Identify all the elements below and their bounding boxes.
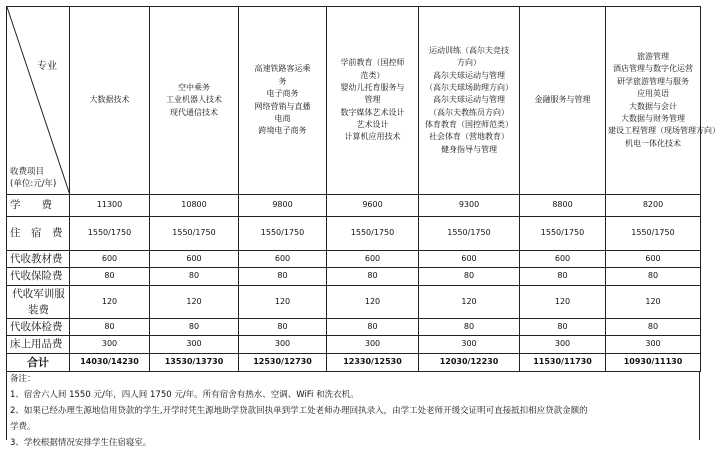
total-cell: 12330/12530: [327, 353, 419, 371]
fee-row: [7, 319, 701, 336]
total-row: [7, 353, 701, 371]
fee-row-label: 代收保险费: [7, 268, 70, 285]
fee-cell: 120: [327, 285, 419, 319]
fee-cell: 1550/1750: [70, 217, 150, 251]
fee-cell: 120: [150, 285, 239, 319]
fee-cell: 1550/1750: [327, 217, 419, 251]
fee-item-header-label: 收费项目 (单位:元/年): [10, 167, 57, 189]
major-column-header: 大数据技术: [70, 7, 150, 195]
fee-cell: 80: [327, 319, 419, 336]
fee-cell: 80: [419, 319, 520, 336]
fee-row-label: 代收军训服 装费: [7, 285, 70, 319]
fee-cell: 600: [419, 251, 520, 268]
fee-row-label: 学 费: [7, 195, 70, 217]
total-cell: 13530/13730: [150, 353, 239, 371]
fee-cell: 1550/1750: [239, 217, 327, 251]
fee-cell: 600: [606, 251, 701, 268]
fee-cell: 300: [520, 336, 606, 353]
fee-cell: 120: [606, 285, 701, 319]
fee-cell: 300: [606, 336, 701, 353]
total-cell: 12030/12230: [419, 353, 520, 371]
fee-row: [7, 336, 701, 353]
notes-section: [6, 371, 700, 448]
total-cell: 10930/11130: [606, 353, 701, 371]
fee-cell: 120: [239, 285, 327, 319]
fee-cell: 600: [239, 251, 327, 268]
total-cell: 12530/12730: [239, 353, 327, 371]
fee-cell: 80: [150, 268, 239, 285]
total-row-label: 合计: [7, 353, 70, 371]
fee-cell: 11300: [70, 195, 150, 217]
fee-cell: 600: [70, 251, 150, 268]
fee-cell: 120: [520, 285, 606, 319]
fee-row: [7, 285, 701, 319]
major-column-header: 旅游管理 酒店管理与数字化运营 研学旅游管理与服务 应用英语 大数据与会计 大数据与财务管理 建设工程管理（现场管理方向） 机电一体化技术: [606, 7, 701, 195]
fee-table: [6, 6, 720, 372]
major-column-header: 空中乘务 工业机器人技术 现代通信技术: [150, 7, 239, 195]
fee-cell: 80: [70, 319, 150, 336]
fee-cell: 300: [150, 336, 239, 353]
fee-cell: 120: [70, 285, 150, 319]
fee-cell: 600: [150, 251, 239, 268]
fee-cell: 80: [239, 319, 327, 336]
fee-row: [7, 268, 701, 285]
header-row: [7, 7, 701, 195]
total-cell: 14030/14230: [70, 353, 150, 371]
fee-cell: 9300: [419, 195, 520, 217]
fee-cell: 8200: [606, 195, 701, 217]
fee-cell: 300: [70, 336, 150, 353]
fee-cell: 80: [327, 268, 419, 285]
note-item: 2、如果已经办理生源地信用贷款的学生,开学时凭生源地助学贷款回执单到学工处老师办理回执录入，由学工处老师开缓交证明可直接抵扣相应贷款金额的: [10, 406, 588, 416]
fee-row-label: 床上用品费: [7, 336, 70, 353]
major-header-label: 专业: [37, 61, 57, 72]
fee-cell: 8800: [520, 195, 606, 217]
fee-row: [7, 251, 701, 268]
fee-cell: 80: [606, 319, 701, 336]
fee-cell: 80: [520, 268, 606, 285]
fee-cell: 1550/1750: [150, 217, 239, 251]
corner-header-cell: [7, 7, 70, 195]
major-column-header: 学前教育（国控师 范类） 婴幼儿托育服务与 管理 数字媒体艺术设计 艺术设计 计算机应用技术: [327, 7, 419, 195]
fee-cell: 600: [520, 251, 606, 268]
fee-cell: 600: [327, 251, 419, 268]
fee-cell: 80: [419, 268, 520, 285]
fee-cell: 1550/1750: [520, 217, 606, 251]
fee-cell: 1550/1750: [419, 217, 520, 251]
fee-cell: 80: [70, 268, 150, 285]
major-column-header: 高速铁路客运乘 务 电子商务 网络营销与直播 电商 跨境电子商务: [239, 7, 327, 195]
fee-cell: 300: [327, 336, 419, 353]
fee-cell: 9800: [239, 195, 327, 217]
fee-row-label: 住 宿 费: [7, 217, 70, 251]
major-column-header: 运动训练（高尔夫竞技 方向） 高尔夫球运动与管理 （高尔夫球场助理方向） 高尔夫球运动与管理 （高尔夫教练员方向） 体育教育（国控师范类） 社会体育（营地教育） 健身指导与管理: [419, 7, 520, 195]
fee-cell: 300: [239, 336, 327, 353]
fee-cell: 80: [150, 319, 239, 336]
note-item: 3、学校根据情况安排学生住宿寝室。: [10, 438, 152, 448]
fee-cell: 9600: [327, 195, 419, 217]
fee-cell: 80: [239, 268, 327, 285]
fee-cell: 80: [520, 319, 606, 336]
fee-row: [7, 217, 701, 251]
fee-row-label: 代收体检费: [7, 319, 70, 336]
total-cell: 11530/11730: [520, 353, 606, 371]
fee-row: [7, 195, 701, 217]
fee-row-label: 代收教材费: [7, 251, 70, 268]
fee-cell: 10800: [150, 195, 239, 217]
note-item: 1、宿舍六人间 1550 元/年，四人间 1750 元/年。所有宿舍有热水、空调、WiFi 和洗衣机。: [10, 390, 359, 400]
fee-cell: 300: [419, 336, 520, 353]
notes-title: 备注：: [10, 374, 36, 384]
fee-cell: 120: [419, 285, 520, 319]
fee-cell: 80: [606, 268, 701, 285]
note-item: 学费。: [10, 422, 36, 432]
fee-cell: 1550/1750: [606, 217, 701, 251]
major-column-header: 金融服务与管理: [520, 7, 606, 195]
